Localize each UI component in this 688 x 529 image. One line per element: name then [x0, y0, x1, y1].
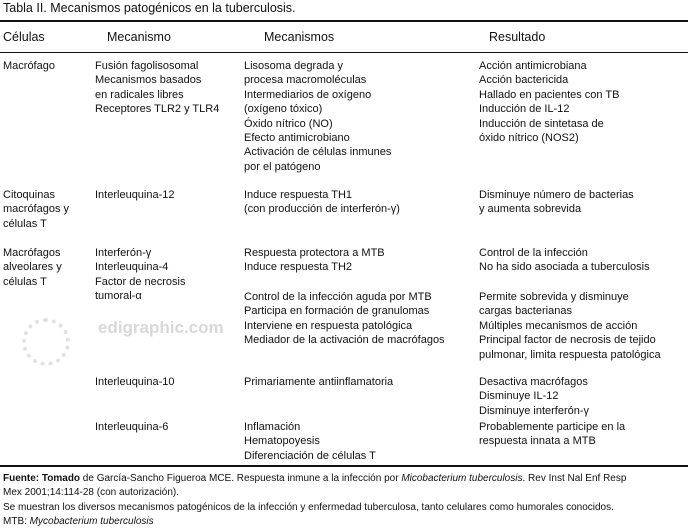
cell-celulas: Macrófago [3, 60, 55, 72]
cell-resultado: Control de la infección No ha sido asociada a tuberculosis [479, 247, 650, 274]
cell-mecanismos: Induce respuesta TH1 (con producción de interferón-γ) [244, 189, 400, 216]
watermark-logo [22, 318, 70, 366]
header-resultado: Resultado [489, 30, 546, 44]
cell-mecanismo: Interleuquina-12 [95, 189, 175, 201]
cell-mecanismo: Interleuquina-6 [95, 421, 169, 433]
header-celulas: Células [3, 30, 45, 44]
source-label: Fuente: Tomado [3, 473, 81, 484]
abbr-label: MTB: [3, 516, 30, 527]
footer-note: Se muestran los diversos mecanismos patogénicos de la infección y enfermedad tuberculosa, tanto celulares como humorales conocidos. [3, 502, 614, 513]
cell-mecanismos: Inflamación Hematopoyesis Diferenciación de células T [244, 421, 376, 462]
top-rule [0, 20, 688, 22]
table-title: Tabla II. Mecanismos patogénicos en la tuberculosis. [3, 1, 296, 15]
cell-mecanismos: Lisosoma degrada y procesa macromoléculas Intermediarios de oxígeno (oxígeno tóxico) Óxido nítrico (NO) Efecto antimicrobiano Activación de células inmunes por el patógeno [244, 60, 392, 173]
footer-abbreviation [3, 515, 154, 529]
header-mecanismos: Mecanismos [264, 30, 335, 44]
source-journal: . Rev Inst Nal Enf Resp [522, 473, 627, 484]
cell-celulas: Citoquinas macrófagos y células T [3, 189, 70, 230]
abbr-meaning: Mycobacterium tuberculosis [29, 516, 154, 527]
cell-mecanismos: Control de la infección aguda por MTB Participa en formación de granulomas Interviene en respuesta patológica Mediador de la activación de macrófagos [244, 291, 445, 347]
footer-source [3, 472, 626, 486]
cell-resultado: Probablemente participe en la respuesta innata a MTB [479, 421, 626, 448]
source-species: Micobacterium tuberculosis [401, 473, 523, 484]
source-text: de García-Sancho Figueroa MCE. Respuesta inmune a la infección por [80, 473, 402, 484]
cell-mecanismo: Fusión fagolisosomal Mecanismos basados en radicales libres Receptores TLR2 y TLR4 [95, 60, 220, 116]
cell-resultado: Desactiva macrófagos Disminuye IL-12 Disminuye interferón-γ [479, 376, 590, 417]
cell-mecanismos: Respuesta protectora a MTB Induce respuesta TH2 [244, 247, 385, 274]
bottom-rule [0, 465, 688, 467]
cell-resultado: Disminuye número de bacterias y aumenta sobrevida [479, 189, 634, 216]
cell-mecanismos: Primariamente antiinflamatoria [244, 376, 394, 388]
footer-source-line2: Mex 2001;14:114-28 (con autorización). [3, 487, 180, 498]
cell-celulas: Macrófagos alveolares y células T [3, 247, 62, 288]
header-mecanismo: Mecanismo [107, 30, 171, 44]
cell-resultado: Acción antimicrobiana Acción bactericida Hallado en pacientes con TB Inducción de IL-12 Inducción de sintetasa de óxido nítrico (NOS2) [479, 60, 620, 145]
watermark: edigraphic.com [98, 318, 224, 337]
header-rule [0, 52, 688, 53]
cell-resultado: Permite sobrevida y disminuye cargas bacterianas Múltiples mecanismos de acción Principal factor de necrosis de tejido pulmonar, limita respuesta patológica [479, 291, 661, 361]
cell-mecanismo: Interleuquina-10 [95, 376, 175, 388]
cell-mecanismo: Interferón-γ Interleuquina-4 Factor de necrosis tumoral-α [95, 247, 186, 303]
